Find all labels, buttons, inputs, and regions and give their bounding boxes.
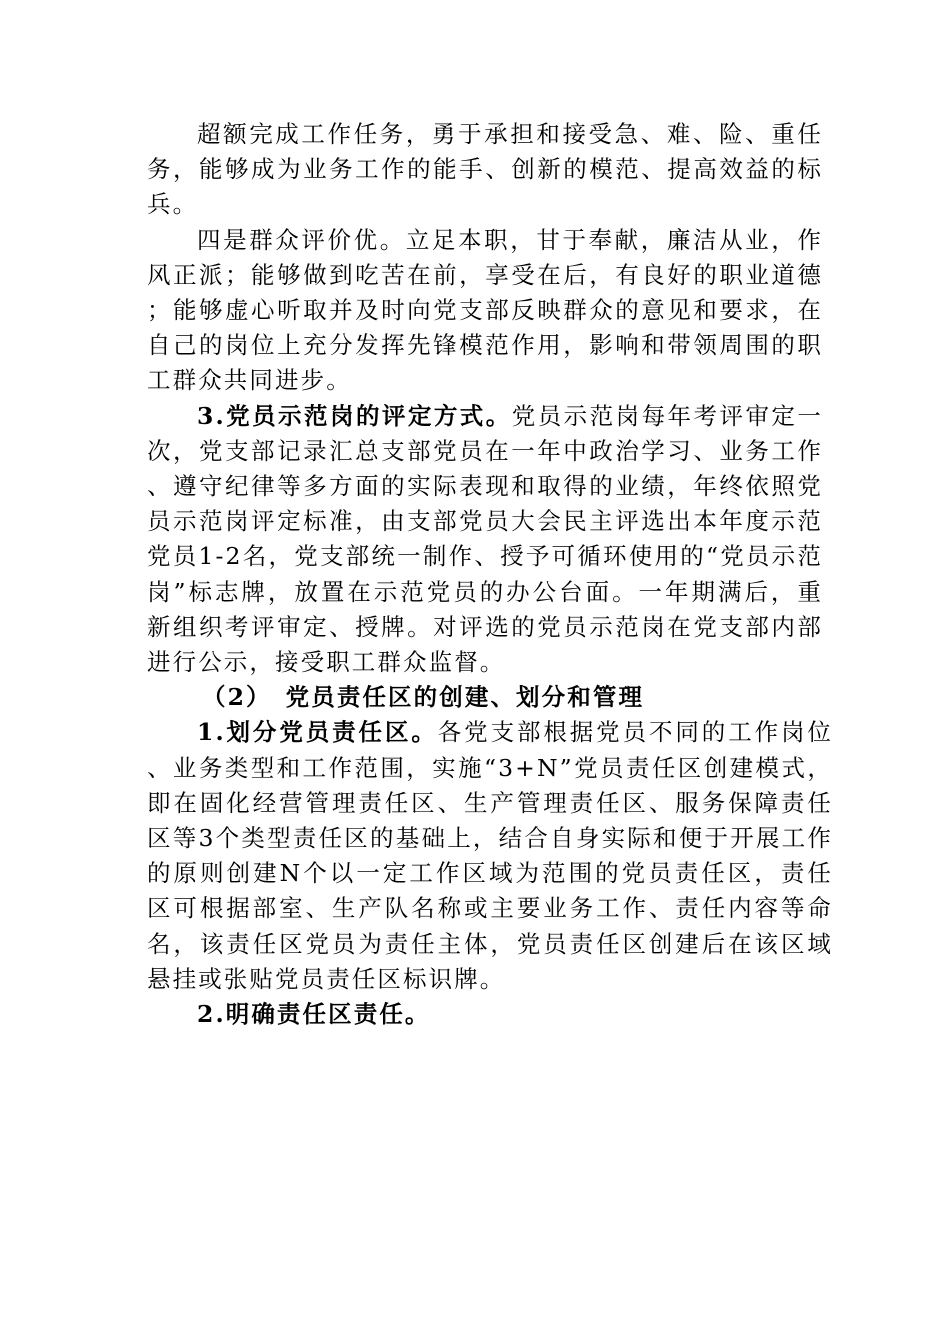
paragraph-text: 四是群众评价优。立足本职，甘于奉献，廉洁从业，作风正派；能够做到吃苦在前，享受在后，有良好的职业道德；能够虚心听取并及时向党支部反映群众的意见和要求，在自己的岗位上充分发挥先锋模范作用，影响和带领周围的职工群众共同进步。 [147, 225, 823, 395]
paragraph-text: 各党支部根据党员不同的工作岗位、业务类型和工作范围，实施“3+N”党员责任区创建模式，即在固化经营管理责任区、生产管理责任区、服务保障责任区等3个类型责任区的基础上，结合自身实际和便于开展工作的原则创建N个以一定工作区域为范围的党员责任区，责任区可根据部室、生产队名称或主要业务工作、责任内容等命名，该责任区党员为责任主体，党员责任区创建后在该区域悬挂或张贴党员责任区标识牌。 [147, 718, 833, 993]
paragraph-clarify-responsibilities [147, 997, 823, 1032]
subheading-title: 党员责任区的创建、划分和管理 [285, 683, 645, 712]
subheading-number: （2） [202, 683, 272, 712]
paragraph-lead: 1.划分党员责任区。 [197, 718, 438, 747]
paragraph-lead: 2.明确责任区责任。 [197, 1000, 431, 1029]
paragraph-mass-evaluation [147, 223, 823, 399]
document-body [147, 117, 833, 1032]
paragraph-evaluation-method [147, 399, 823, 681]
paragraph-task-completion [147, 117, 823, 223]
paragraph-text: 超额完成工作任务，勇于承担和接受急、难、险、重任务，能够成为业务工作的能手、创新的模范、提高效益的标兵。 [147, 120, 823, 219]
paragraph-text: 党员示范岗每年考评审定一次，党支部记录汇总支部党员在一年中政治学习、业务工作、遵守纪律等多方面的实际表现和取得的业绩，年终依照党员示范岗评定标准，由支部党员大会民主评选出本年度示范党员1-2名，党支部统一制作、授予可循环使用的“党员示范岗”标志牌，放置在示范党员的办公台面。一年期满后，重新组织考评审定、授牌。对评选的党员示范岗在党支部内部进行公示，接受职工群众监督。 [147, 401, 823, 677]
section-subheading [147, 680, 823, 715]
paragraph-divide-responsibility-zones [147, 715, 833, 997]
paragraph-lead: 3.党员示范岗的评定方式。 [197, 401, 512, 430]
